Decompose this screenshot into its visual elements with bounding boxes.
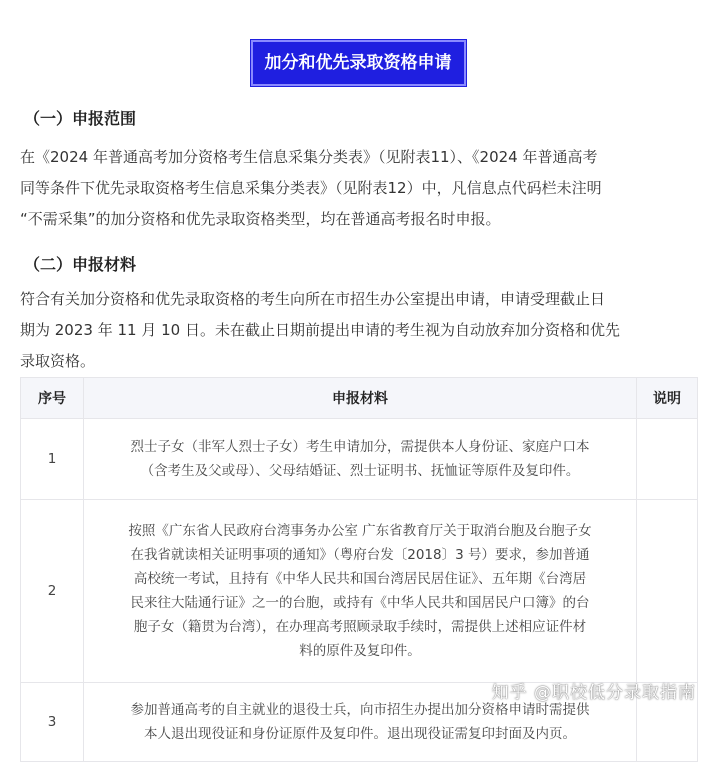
- materials-paragraph: [20, 284, 700, 377]
- materials-text-line: 参加普通高考的自主就业的退役士兵，向市招生办提出加分资格申请时需提供: [130, 702, 590, 718]
- table-header-row: [21, 378, 698, 419]
- materials-text-line: 按照《广东省人民政府台湾事务办公室 广东省教育厅关于取消台胞及台胞子女: [128, 523, 592, 539]
- materials-text-line: 在我省就读相关证明事项的通知》（粤府台发〔2018〕3 号）要求，参加普通: [130, 547, 590, 563]
- row-materials: [84, 419, 637, 500]
- materials-text-line: 民来往大陆通行证》之一的台胞，或持有《中华人民共和国居民户口簿》的台: [130, 595, 590, 611]
- scope-line: 在《2024 年普通高考加分资格考生信息采集分类表》（见附表11）、《2024 年普通高考: [20, 148, 598, 166]
- materials-text-line: 胞子女（籍贯为台湾），在办理高考照顾录取手续时，需提供上述相应证件材: [133, 619, 587, 635]
- table-row: [21, 419, 698, 500]
- header-number: 序号: [21, 378, 84, 419]
- section-heading-scope: （一）申报范围: [24, 109, 137, 128]
- materials-table: [20, 377, 698, 762]
- materials-text-line: 高校统一考试，且持有《中华人民共和国台湾居民居住证》、五年期《台湾居: [133, 571, 587, 587]
- row-note: [637, 419, 698, 500]
- row-number: 3: [21, 683, 84, 762]
- header-note: 说明: [637, 378, 698, 419]
- row-number: 2: [21, 500, 84, 683]
- scope-line: 同等条件下优先录取资格考生信息采集分类表》（见附表12）中，凡信息点代码栏未注明: [20, 179, 602, 197]
- scope-paragraph: [20, 142, 700, 235]
- materials-text-line: 本人退出现役证和身份证原件及复印件。退出现役证需复印封面及内页。: [144, 726, 576, 742]
- watermark-text: 知乎 @职校低分录取指南: [491, 683, 696, 703]
- row-note: [637, 500, 698, 683]
- section-heading-materials: （二）申报材料: [24, 255, 137, 274]
- materials-line: 符合有关加分资格和优先录取资格的考生向所在市招生办公室提出申请，申请受理截止日: [20, 290, 606, 308]
- scope-line: “不需采集”的加分资格和优先录取资格类型，均在普通高考报名时申报。: [20, 210, 501, 228]
- row-number: 1: [21, 419, 84, 500]
- materials-line: 期为 2023 年 11 月 10 日。未在截止日期前提出申请的考生视为自动放弃加分资格和优先: [20, 321, 620, 339]
- materials-text-line: 料的原件及复印件。: [299, 643, 421, 659]
- row-materials: [84, 500, 637, 683]
- header-materials: 申报材料: [84, 378, 637, 419]
- materials-line: 录取资格。: [20, 352, 96, 370]
- banner-title: 加分和优先录取资格申请: [251, 40, 466, 86]
- table-row: [21, 500, 698, 683]
- materials-text-line: （含考生及父或母）、父母结婚证、烈士证明书、抚恤证等原件及复印件。: [140, 463, 580, 479]
- materials-text-line: 烈士子女（非军人烈士子女）考生申请加分，需提供本人身份证、家庭户口本: [130, 439, 590, 455]
- banner-wrap: [0, 40, 716, 86]
